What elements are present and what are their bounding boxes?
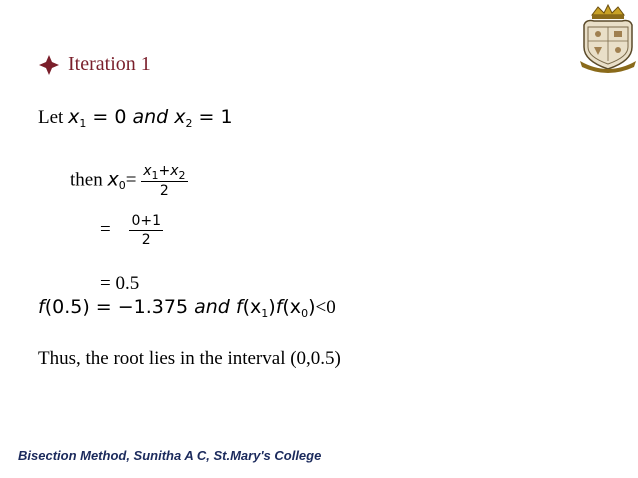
close-paren: ) — [308, 296, 316, 318]
f-x1-symbol: f — [229, 296, 243, 318]
num-x2-subscript: 2 — [178, 169, 186, 182]
num-x1: x — [143, 163, 152, 179]
fraction-denominator: 2 — [159, 183, 169, 199]
close-paren: ) — [268, 296, 276, 318]
less-than-zero: <0 — [315, 297, 336, 318]
plus-sign: + — [158, 163, 171, 179]
x1-symbol: x — [68, 106, 80, 128]
midpoint-formula-line — [70, 162, 188, 200]
college-crest-logo — [578, 3, 638, 75]
then-text: then — [70, 169, 108, 191]
x0-subscript: 0 — [118, 179, 126, 193]
f-value: = −1.375 — [89, 296, 195, 318]
fraction-numerator: 0+1 — [131, 213, 162, 229]
midpoint-result: = 0.5 — [100, 273, 140, 294]
x2-value: = 1 — [192, 106, 233, 128]
diamond-bullet-icon — [38, 54, 60, 76]
fraction-numerator — [141, 162, 187, 182]
x0-symbol: x — [107, 168, 119, 191]
num-x1-subscript: 1 — [151, 169, 159, 182]
x2-subscript: 2 — [185, 117, 193, 130]
footer-credit: Bisection Method, Sunitha A C, St.Mary's College — [18, 448, 322, 463]
num-x2: x — [170, 163, 179, 179]
and-text: and — [132, 106, 169, 128]
x0-argument: (x — [282, 296, 302, 318]
x0-subscript: 0 — [301, 307, 309, 320]
f-symbol: f — [38, 296, 45, 318]
equals-sign: = — [100, 218, 111, 240]
substitution-line — [100, 212, 163, 249]
and-text: and — [194, 296, 230, 318]
equals-sign: = — [125, 169, 137, 191]
substitution-fraction — [129, 212, 163, 249]
x1-subscript: 1 — [261, 307, 269, 320]
let-text: Let — [38, 107, 69, 128]
midpoint-fraction — [141, 162, 187, 200]
function-value-line — [38, 296, 336, 319]
x1-argument: (x — [242, 296, 262, 318]
x1-value: = 0 — [86, 106, 133, 128]
fraction-denominator: 2 — [141, 232, 151, 248]
initial-values-line — [38, 106, 233, 129]
iteration-title: Iteration 1 — [68, 53, 151, 75]
x1-subscript: 1 — [79, 117, 87, 130]
conclusion-text: Thus, the root lies in the interval (0,0.5) — [38, 348, 341, 369]
x2-symbol: x — [168, 106, 186, 128]
f-argument: (0.5) — [44, 296, 90, 318]
f-x0-symbol: f — [275, 296, 283, 318]
